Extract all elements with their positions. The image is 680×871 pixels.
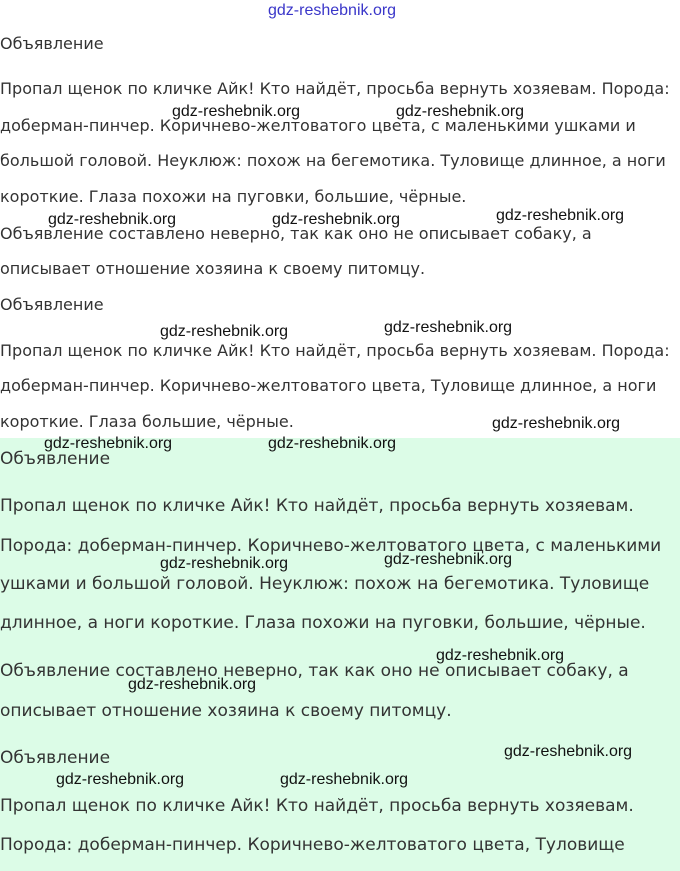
watermark: gdz-reshebnik.org xyxy=(56,771,185,788)
section1-line-1: Пропал щенок по кличке Айк! Кто найдёт, просьба вернуть хозяевам. Порода: xyxy=(0,79,670,98)
watermark-top: gdz-reshebnik.org xyxy=(268,2,397,19)
section1-heading: Объявление xyxy=(0,34,104,53)
watermark: gdz-reshebnik.org xyxy=(268,435,397,452)
section1-line-3: большой головой. Неуклюж: похож на бегемотика. Туловище длинное, а ноги xyxy=(0,151,666,170)
section4-line-2: Порода: доберман-пинчер. Коричнево-желтоватого цвета, Туловище xyxy=(0,835,625,855)
section3-line-4: длинное, а ноги короткие. Глаза похожи на пуговки, большие, чёрные. xyxy=(0,613,646,633)
watermark: gdz-reshebnik.org xyxy=(396,103,525,120)
section4-line-1: Пропал щенок по кличке Айк! Кто найдёт, просьба вернуть хозяевам. xyxy=(0,796,634,816)
watermark: gdz-reshebnik.org xyxy=(496,207,625,224)
section1-comment-1: Объявление составлено неверно, так как оно не описывает собаку, а xyxy=(0,224,592,243)
section1-comment-2: описывает отношение хозяина к своему питомцу. xyxy=(0,259,426,278)
watermark: gdz-reshebnik.org xyxy=(272,211,401,228)
watermark: gdz-reshebnik.org xyxy=(160,555,289,572)
section1-line-2: доберман-пинчер. Коричнево-желтоватого цвета, с маленькими ушками и xyxy=(0,116,636,135)
watermark: gdz-reshebnik.org xyxy=(44,435,173,452)
watermark: gdz-reshebnik.org xyxy=(280,771,409,788)
watermark: gdz-reshebnik.org xyxy=(384,319,513,336)
section3-comment-2: описывает отношение хозяина к своему питомцу. xyxy=(0,701,452,721)
watermark: gdz-reshebnik.org xyxy=(384,551,513,568)
section2-line-3: короткие. Глаза большие, чёрные. xyxy=(0,412,294,431)
watermark: gdz-reshebnik.org xyxy=(504,743,633,760)
section3-line-2: Порода: доберман-пинчер. Коричнево-желтоватого цвета, с маленькими xyxy=(0,536,662,556)
watermark: gdz-reshebnik.org xyxy=(160,323,289,340)
watermark: gdz-reshebnik.org xyxy=(436,647,565,664)
section2-line-2: доберман-пинчер. Коричнево-желтоватого цвета, Туловище длинное, а ноги xyxy=(0,376,657,395)
section1-line-4: короткие. Глаза похожи на пуговки, большие, чёрные. xyxy=(0,187,467,206)
section2-line-1: Пропал щенок по кличке Айк! Кто найдёт, просьба вернуть хозяевам. Порода: xyxy=(0,341,670,360)
section4-heading: Объявление xyxy=(0,748,111,768)
watermark: gdz-reshebnik.org xyxy=(128,676,257,693)
watermark: gdz-reshebnik.org xyxy=(172,103,301,120)
section3-line-3: ушками и большой головой. Неуклюж: похож на бегемотика. Туловище xyxy=(0,574,650,594)
section3-heading: Объявление xyxy=(0,449,111,469)
watermark: gdz-reshebnik.org xyxy=(492,415,621,432)
section2-heading: Объявление xyxy=(0,295,104,314)
section3-comment-1: Объявление составлено неверно, так как оно не описывает собаку, а xyxy=(0,661,629,681)
watermark: gdz-reshebnik.org xyxy=(48,211,177,228)
section3-line-1: Пропал щенок по кличке Айк! Кто найдёт, просьба вернуть хозяевам. xyxy=(0,496,634,516)
